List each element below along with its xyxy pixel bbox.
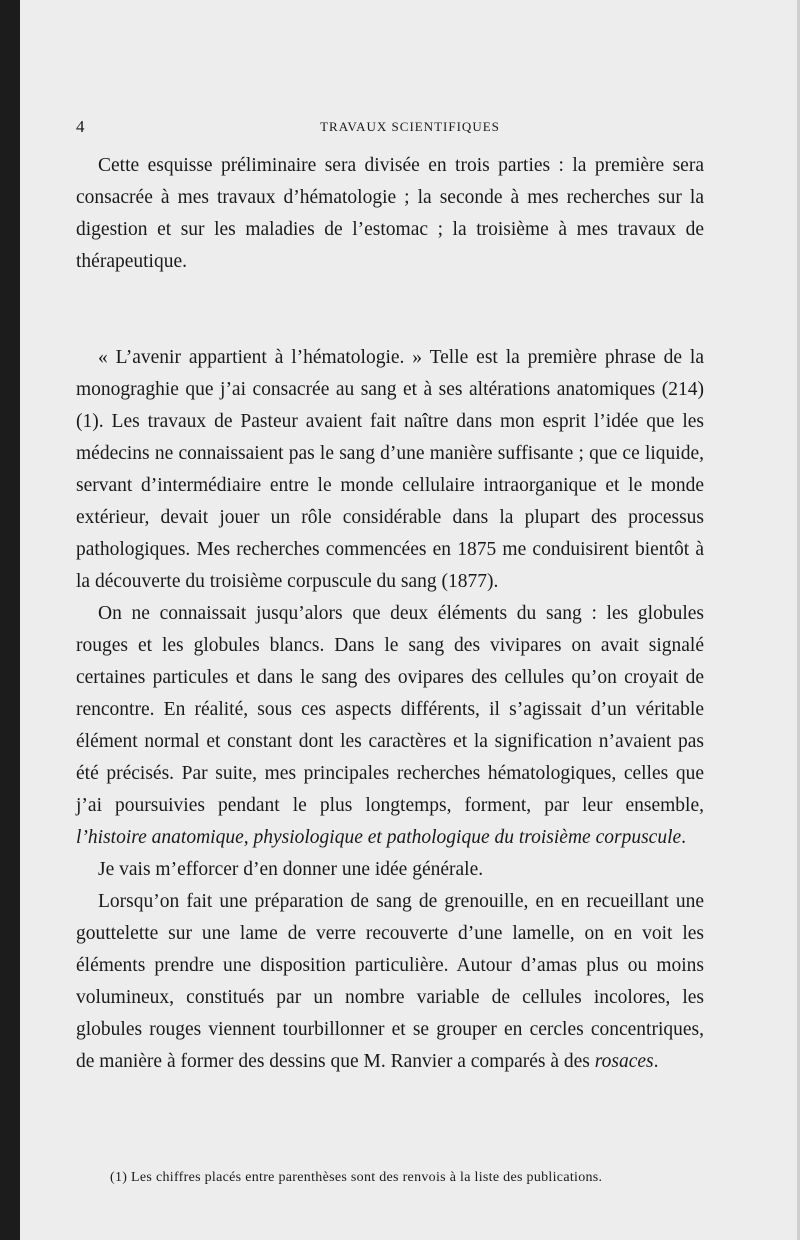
paragraph-text: . — [653, 1051, 659, 1072]
paragraph-frog-blood — [76, 886, 704, 1078]
paragraph-text: . — [681, 827, 687, 848]
page-number: 4 — [76, 117, 85, 136]
paragraph-text: On ne connaissait jusqu’alors que deux éléments du sang : les globules rouges et les globules blancs. Dans le sang des vivipares on avait signalé certaines particules et dans le sang des ovipares des cellules qu’on croyait de rencontre. En réalité, sous ces aspects différents, il s’agissait d’un véritable élément normal et constant dont les caractères et la signification n’avaient pas été précisés. Par suite, mes principales recherches hématologiques, celles que j’ai poursuivies pendant le plus longtemps, forment, par leur ensemble, — [76, 603, 704, 816]
page-header — [20, 117, 800, 137]
paragraph-hematology-quote: « L’avenir appartient à l’hématologie. » Telle est la première phrase de la monograghie que j’ai consacrée au sang et à ses altérations anatomiques (214) (1). Les travaux de Pasteur avaient fait naître dans mon esprit l’idée que les médecins ne connaissaient pas le sang d’une manière suffisante ; que ce liquide, servant d’intermédiaire entre le monde cellulaire intraorganique et le monde extérieur, devait jouer un rôle considérable dans la plupart des processus pathologiques. Mes recherches commencées en 1875 me conduisirent bientôt à la découverte du troisième corpuscule du sang (1877). — [76, 347, 704, 592]
running-title: TRAVAUX SCIENTIFIQUES — [320, 119, 500, 134]
body-text — [76, 150, 704, 1078]
paragraph-text: Lorsqu’on fait une préparation de sang de grenouille, en en recueillant une gouttelette sur une lame de verre recouverte d’une lamelle, on en voit les éléments prendre une disposition particulière. Autour d’amas plus ou moins volumineux, constitués par un nombre variable de cellules incolores, les globules rouges viennent tourbillonner et se grouper en cercles concentriques, de manière à former des dessins que M. Ranvier a comparés à des — [76, 891, 704, 1072]
paragraph-third-corpuscle — [76, 598, 704, 854]
footnote: (1) Les chiffres placés entre parenthèses sont des renvois à la liste des publications. — [110, 1170, 603, 1185]
italic-word: rosaces — [594, 1051, 654, 1072]
paragraph-intro: Cette esquisse préliminaire sera divisée en trois parties : la première sera consacrée à mes travaux d’hématologie ; la seconde à mes recherches sur la digestion et sur les maladies de l’estomac ; la troisième à mes travaux de thérapeutique. — [76, 155, 704, 272]
italic-phrase: l’histoire anatomique, physiologique et pathologique du troisième corpuscule — [76, 827, 682, 848]
document-page — [20, 0, 800, 1240]
paragraph-general-idea: Je vais m’efforcer d’en donner une idée générale. — [98, 859, 484, 880]
